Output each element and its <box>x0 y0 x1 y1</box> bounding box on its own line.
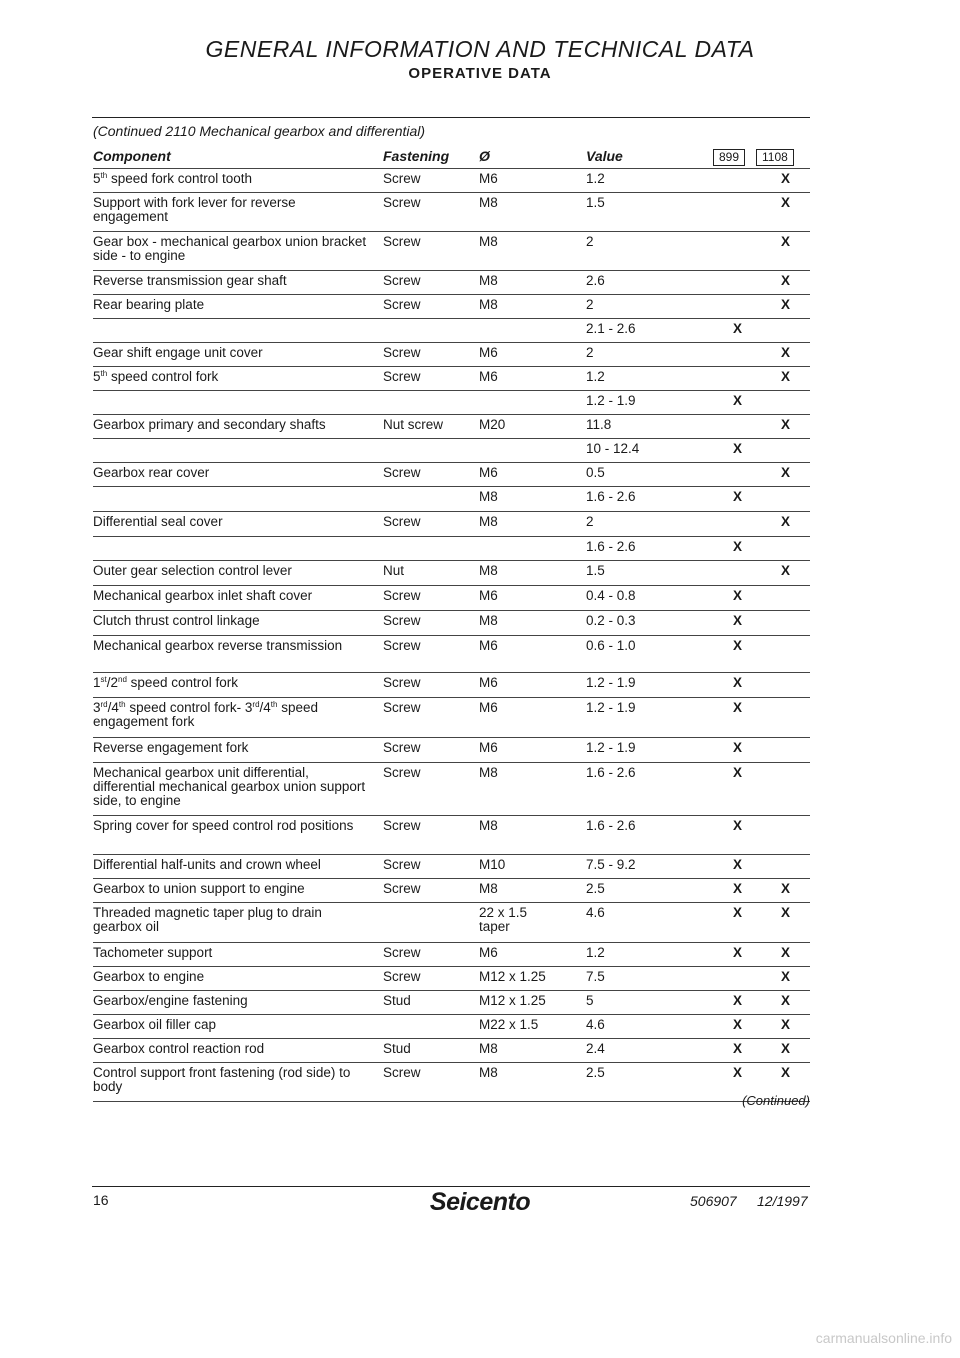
value-cell: 1.2 - 1.9 <box>586 700 636 715</box>
table-body <box>93 168 810 1101</box>
value-cell: 2 <box>586 514 594 529</box>
fastening-cell: Screw <box>383 1065 421 1080</box>
fastening-cell: Screw <box>383 588 421 603</box>
component-cell: Reverse engagement fork <box>93 740 249 755</box>
model-1108-cell: X <box>781 417 791 432</box>
diameter-cell: M8 <box>479 1041 498 1056</box>
fastening-cell: Screw <box>383 273 421 288</box>
model-899-cell: X <box>733 818 743 833</box>
value-cell: 4.6 <box>586 905 605 920</box>
model-1108-cell: X <box>781 993 791 1008</box>
model-1108-cell: X <box>781 905 791 920</box>
value-cell: 1.6 - 2.6 <box>586 818 636 833</box>
component-cell: Mechanical gearbox unit differential, differential mechanical gearbox union support side, to engine <box>93 765 366 808</box>
value-cell: 1.2 - 1.9 <box>586 393 636 408</box>
diameter-cell: M6 <box>479 369 498 384</box>
table-row <box>93 854 810 878</box>
diameter-cell: M8 <box>479 563 498 578</box>
model-899-cell: X <box>733 1017 743 1032</box>
continued-note: (Continued 2110 Mechanical gearbox and differential) <box>93 123 426 139</box>
model-899-cell: X <box>733 321 743 336</box>
header-value: Value <box>586 148 623 164</box>
fastening-cell: Screw <box>383 613 421 628</box>
diameter-cell: M8 <box>479 273 498 288</box>
component-cell: 1st/2nd speed control fork <box>93 675 238 690</box>
component-cell: Gearbox to union support to engine <box>93 881 305 896</box>
fastening-cell: Screw <box>383 675 421 690</box>
component-cell: Mechanical gearbox inlet shaft cover <box>93 588 313 603</box>
component-cell: Mechanical gearbox reverse transmission <box>93 638 343 653</box>
value-cell: 1.6 - 2.6 <box>586 765 636 780</box>
table-row <box>93 366 810 390</box>
value-cell: 1.2 - 1.9 <box>586 675 636 690</box>
model-899-box: 899 <box>713 149 745 166</box>
document-code: 506907 <box>690 1193 737 1209</box>
component-cell: Gearbox primary and secondary shafts <box>93 417 326 432</box>
table-row <box>93 1038 810 1062</box>
model-899-cell: X <box>733 700 743 715</box>
table-row <box>93 192 810 231</box>
diameter-cell: M20 <box>479 417 506 432</box>
table-row <box>93 585 810 610</box>
diameter-cell: M8 <box>479 613 498 628</box>
diameter-cell: M6 <box>479 588 498 603</box>
diameter-cell: 22 x 1.5 taper <box>479 905 528 934</box>
fastening-cell: Screw <box>383 881 421 896</box>
table-row <box>93 390 810 414</box>
table-row <box>93 990 810 1014</box>
component-cell: Gearbox control reaction rod <box>93 1041 265 1056</box>
model-1108-cell: X <box>781 945 791 960</box>
table-row <box>93 672 810 697</box>
diameter-cell: M8 <box>479 765 498 780</box>
value-cell: 1.2 <box>586 369 605 384</box>
fastening-cell: Nut <box>383 563 405 578</box>
value-cell: 0.4 - 0.8 <box>586 588 636 603</box>
diameter-cell: M6 <box>479 345 498 360</box>
value-cell: 1.2 <box>586 945 605 960</box>
component-cell: Tachometer support <box>93 945 213 960</box>
table-row <box>93 438 810 462</box>
table-row <box>93 815 810 854</box>
model-1108-cell: X <box>781 1017 791 1032</box>
table-row <box>93 511 810 536</box>
fastening-cell: Screw <box>383 765 421 780</box>
fastening-cell: Screw <box>383 740 421 755</box>
value-cell: 7.5 <box>586 969 605 984</box>
model-1108-cell: X <box>781 1065 791 1080</box>
fastening-cell: Stud <box>383 993 411 1008</box>
top-divider <box>92 117 810 118</box>
model-899-cell: X <box>733 945 743 960</box>
component-cell: Clutch thrust control linkage <box>93 613 260 628</box>
diameter-cell: M6 <box>479 465 498 480</box>
fastening-cell: Screw <box>383 969 421 984</box>
diameter-cell: M12 x 1.25 <box>479 993 546 1008</box>
brand-logo: Seicento <box>429 1188 531 1216</box>
fastening-cell: Screw <box>383 514 421 529</box>
component-cell: Gear shift engage unit cover <box>93 345 263 360</box>
model-899-cell: X <box>733 539 743 554</box>
model-899-cell: X <box>733 740 743 755</box>
component-cell: Gearbox oil filler cap <box>93 1017 217 1032</box>
header-model-899 <box>713 148 745 166</box>
table-row <box>93 486 810 511</box>
fastening-cell: Nut screw <box>383 417 444 432</box>
value-cell: 1.5 <box>586 195 605 210</box>
header-model-1108 <box>756 148 794 166</box>
model-1108-cell: X <box>781 881 791 896</box>
component-cell: 5th speed fork control tooth <box>93 171 253 186</box>
model-1108-cell: X <box>781 514 791 529</box>
component-cell: Gear box - mechanical gearbox union bracket side - to engine <box>93 234 367 263</box>
value-cell: 2.5 <box>586 881 605 896</box>
diameter-cell: M6 <box>479 945 498 960</box>
model-899-cell: X <box>733 588 743 603</box>
model-1108-cell: X <box>781 297 791 312</box>
table-row <box>93 342 810 366</box>
model-899-cell: X <box>733 675 743 690</box>
table-row <box>93 697 810 737</box>
model-899-cell: X <box>733 857 743 872</box>
component-cell: Rear bearing plate <box>93 297 205 312</box>
model-1108-cell: X <box>781 195 791 210</box>
model-899-cell: X <box>733 638 743 653</box>
model-899-cell: X <box>733 881 743 896</box>
table-row <box>93 1014 810 1038</box>
table-row <box>93 762 810 815</box>
value-cell: 1.5 <box>586 563 605 578</box>
fastening-cell: Screw <box>383 297 421 312</box>
watermark: carmanualsonline.info <box>815 1330 952 1346</box>
table-row <box>93 560 810 585</box>
diameter-cell: M6 <box>479 638 498 653</box>
table-row <box>93 462 810 486</box>
torque-table <box>93 146 810 1102</box>
value-cell: 0.5 <box>586 465 605 480</box>
value-cell: 2 <box>586 345 594 360</box>
fastening-cell: Screw <box>383 700 421 715</box>
component-cell: Gearbox rear cover <box>93 465 210 480</box>
table-row <box>93 414 810 438</box>
value-cell: 4.6 <box>586 1017 605 1032</box>
value-cell: 2.4 <box>586 1041 605 1056</box>
model-1108-cell: X <box>781 465 791 480</box>
diameter-cell: M8 <box>479 514 498 529</box>
component-cell: Outer gear selection control lever <box>93 563 292 578</box>
table-row <box>93 231 810 270</box>
diameter-cell: M8 <box>479 489 498 504</box>
page-title: GENERAL INFORMATION AND TECHNICAL DATA <box>205 36 755 62</box>
model-899-cell: X <box>733 489 743 504</box>
value-cell: 5 <box>586 993 594 1008</box>
component-cell: Gearbox/engine fastening <box>93 993 248 1008</box>
table-row <box>93 270 810 294</box>
document-date: 12/1997 <box>757 1193 808 1209</box>
continued-footer-note: (Continued) <box>742 1093 810 1108</box>
component-cell: Control support front fastening (rod side) to body <box>93 1065 351 1094</box>
model-899-cell: X <box>733 765 743 780</box>
component-cell: Spring cover for speed control rod positions <box>93 818 354 833</box>
model-899-cell: X <box>733 393 743 408</box>
fastening-cell: Screw <box>383 171 421 186</box>
model-1108-cell: X <box>781 273 791 288</box>
table-row <box>93 294 810 318</box>
fastening-cell: Screw <box>383 195 421 210</box>
table-row <box>93 1062 810 1101</box>
diameter-cell: M8 <box>479 234 498 249</box>
value-cell: 11.8 <box>586 417 612 432</box>
table-row <box>93 635 810 672</box>
model-899-cell: X <box>733 1041 743 1056</box>
diameter-cell: M6 <box>479 700 498 715</box>
model-1108-cell: X <box>781 369 791 384</box>
header-component: Component <box>93 148 171 164</box>
diameter-cell: M8 <box>479 881 498 896</box>
model-899-cell: X <box>733 613 743 628</box>
fastening-cell: Screw <box>383 345 421 360</box>
value-cell: 1.2 <box>586 171 605 186</box>
diameter-cell: M6 <box>479 740 498 755</box>
value-cell: 2.5 <box>586 1065 605 1080</box>
diameter-cell: M10 <box>479 857 506 872</box>
component-cell: 3rd/4th speed control fork- 3rd/4th speed engagement fork <box>93 700 319 729</box>
page-number: 16 <box>93 1192 109 1208</box>
model-1108-cell: X <box>781 1041 791 1056</box>
component-cell: Support with fork lever for reverse engagement <box>93 195 296 224</box>
value-cell: 1.2 - 1.9 <box>586 740 636 755</box>
component-cell: Threaded magnetic taper plug to drain gearbox oil <box>93 905 322 934</box>
fastening-cell: Screw <box>383 945 421 960</box>
fastening-cell: Screw <box>383 638 421 653</box>
table-row <box>93 902 810 942</box>
model-1108-cell: X <box>781 234 791 249</box>
footer-divider <box>92 1186 810 1187</box>
fastening-cell: Screw <box>383 369 421 384</box>
diameter-cell: M8 <box>479 1065 498 1080</box>
value-cell: 10 - 12.4 <box>586 441 640 456</box>
component-cell: Differential half-units and crown wheel <box>93 857 321 872</box>
table-row <box>93 942 810 966</box>
table-row <box>93 966 810 990</box>
table-row <box>93 536 810 560</box>
diameter-cell: M8 <box>479 818 498 833</box>
diameter-cell: M22 x 1.5 <box>479 1017 539 1032</box>
model-899-cell: X <box>733 993 743 1008</box>
fastening-cell: Screw <box>383 234 421 249</box>
model-1108-cell: X <box>781 171 791 186</box>
value-cell: 2 <box>586 234 594 249</box>
table-row <box>93 168 810 192</box>
diameter-cell: M8 <box>479 195 498 210</box>
table-header <box>93 146 810 168</box>
header-diameter: Ø <box>479 148 490 164</box>
model-899-cell: X <box>733 905 743 920</box>
value-cell: 0.6 - 1.0 <box>586 638 636 653</box>
value-cell: 2.1 - 2.6 <box>586 321 636 336</box>
component-cell: 5th speed control fork <box>93 369 219 384</box>
model-899-cell: X <box>733 441 743 456</box>
model-1108-cell: X <box>781 969 791 984</box>
fastening-cell: Screw <box>383 857 421 872</box>
value-cell: 1.6 - 2.6 <box>586 489 636 504</box>
diameter-cell: M8 <box>479 297 498 312</box>
fastening-cell: Screw <box>383 818 421 833</box>
page-header <box>0 36 960 82</box>
model-1108-cell: X <box>781 345 791 360</box>
value-cell: 2.6 <box>586 273 605 288</box>
component-cell: Gearbox to engine <box>93 969 205 984</box>
value-cell: 0.2 - 0.3 <box>586 613 636 628</box>
model-899-cell: X <box>733 1065 743 1080</box>
table-row <box>93 878 810 902</box>
component-cell: Reverse transmission gear shaft <box>93 273 287 288</box>
diameter-cell: M12 x 1.25 <box>479 969 546 984</box>
page-subtitle: OPERATIVE DATA <box>408 65 552 82</box>
model-1108-cell: X <box>781 563 791 578</box>
header-fastening: Fastening <box>383 148 450 164</box>
diameter-cell: M6 <box>479 171 498 186</box>
value-cell: 7.5 - 9.2 <box>586 857 636 872</box>
table-bottom-rule <box>93 1101 810 1102</box>
value-cell: 2 <box>586 297 594 312</box>
table-row <box>93 318 810 342</box>
table-row <box>93 737 810 762</box>
component-cell: Differential seal cover <box>93 514 223 529</box>
value-cell: 1.6 - 2.6 <box>586 539 636 554</box>
fastening-cell: Screw <box>383 465 421 480</box>
table-row <box>93 610 810 635</box>
diameter-cell: M6 <box>479 675 498 690</box>
model-1108-box: 1108 <box>756 149 794 166</box>
fastening-cell: Stud <box>383 1041 411 1056</box>
